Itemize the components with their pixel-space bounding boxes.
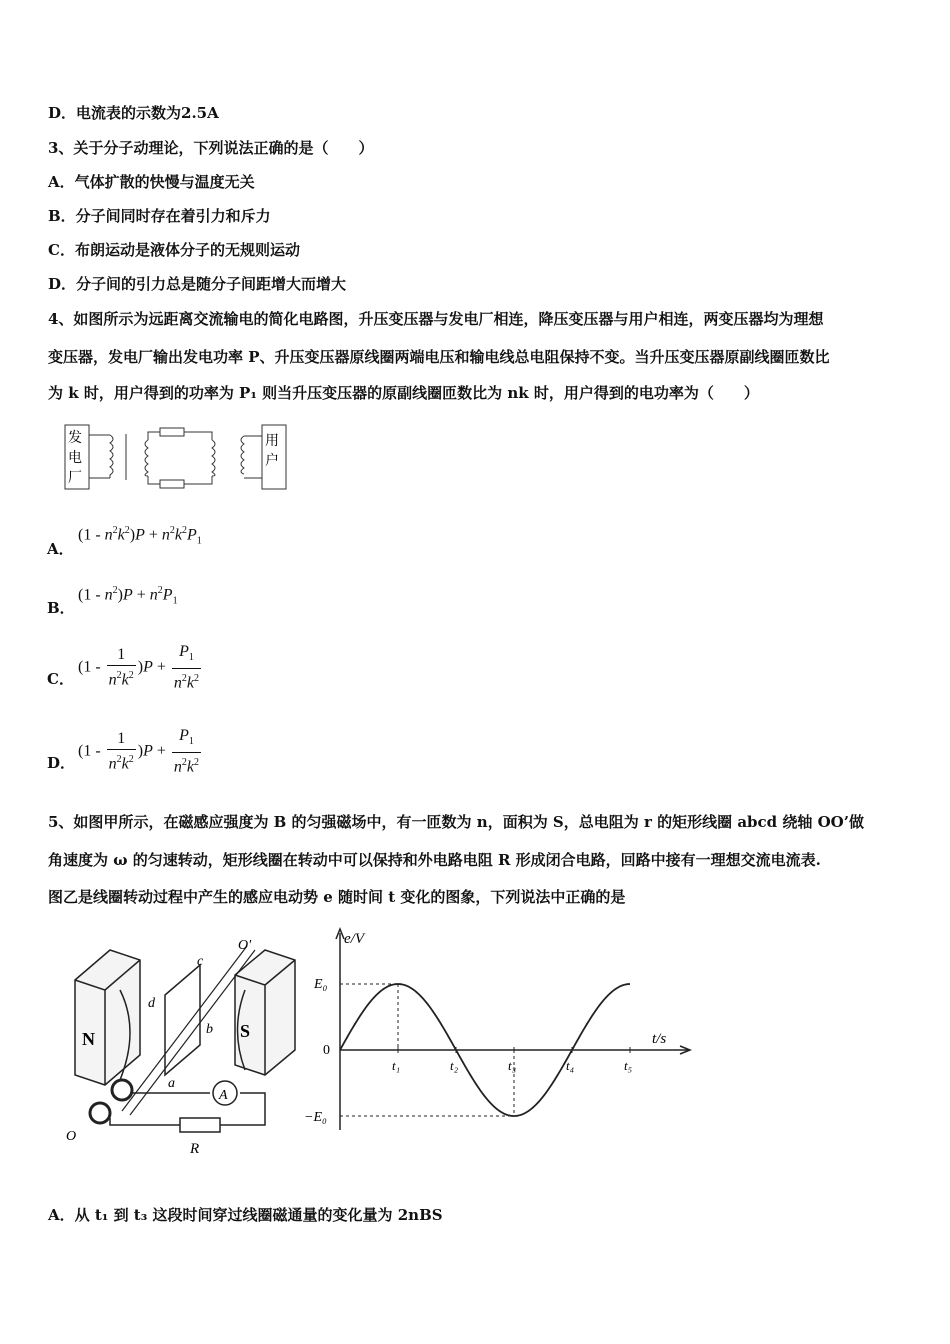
plant-label-1: 发	[68, 431, 82, 446]
q4-option-d-label: D．	[47, 754, 76, 772]
origin-label: 0	[323, 1043, 330, 1058]
q5-stem-line-2: 角速度为 ω 的匀速转动，矩形线圈在转动中可以保持和外电路电阻 R 形成闭合电路，回路中接有一理想交流电流表.	[48, 851, 821, 869]
q3-stem: 3、关于分子动理论，下列说法正确的是（ ）	[48, 139, 374, 157]
x-tick-label: t₅	[624, 1058, 633, 1073]
q2-option-d: D．电流表的示数为2.5A	[48, 104, 219, 122]
q3-option-b: B．分子间同时存在着引力和斥力	[48, 207, 271, 225]
label-o-prime: O'	[238, 938, 252, 953]
plant-label-2: 电	[68, 451, 82, 466]
q3-option-a: A．气体扩散的快慢与温度无关	[48, 173, 255, 191]
q4-option-d-formula: (1 - $\frac{1}{n^2k^2}$ )P + $\frac{P_1}{n^2k^2}$	[78, 727, 200, 776]
q5-stem-line-1: 5、如图甲所示，在磁感应强度为 B 的匀强磁场中，有一匝数为 n，面积为 S，总电阻为 r 的矩形线圈 abcd 绕轴 OO’做	[48, 813, 864, 831]
x-tick-label: t₄	[566, 1058, 575, 1073]
emf-time-graph	[300, 925, 695, 1140]
q3-option-c: C．布朗运动是液体分子的无规则运动	[48, 241, 300, 259]
e-max-label: E₀	[314, 977, 328, 992]
label-o: O	[66, 1129, 77, 1144]
x-tick-label: t₃	[508, 1058, 517, 1073]
q3-option-d: D．分子间的引力总是随分子间距增大而增大	[48, 275, 347, 293]
e-min-label: −E₀	[304, 1110, 327, 1125]
user-label-1: 用	[265, 434, 279, 449]
q5-stem-line-3: 图乙是线圈转动过程中产生的感应电动势 e 随时间 t 变化的图象，下列说法中正确的是	[48, 888, 626, 906]
transmission-circuit-diagram	[60, 420, 300, 495]
y-axis-label: e/V	[344, 931, 364, 947]
q4-option-a-formula: $(1 - n^2k^2)P + n^2k^2P_1$	[78, 525, 202, 547]
x-tick-label: t₁	[392, 1058, 401, 1073]
q4-stem-line-1: 4、如图所示为远距离交流输电的简化电路图，升压变压器与发电厂相连，降压变压器与用户相连，两变压器均为理想	[48, 310, 824, 328]
label-n: N	[82, 1029, 95, 1049]
q4-stem-line-3: 为 k 时，用户得到的功率为 P₁ 则当升压变压器的原副线圈匝数比为 nk 时，用户得到的电功率为（ ）	[48, 384, 759, 402]
q5-option-a: A．从 t₁ 到 t₃ 这段时间穿过线圈磁通量的变化量为 2nBS	[48, 1206, 443, 1224]
q4-option-b-formula: $(1 - n^2)P + n^2P_1$	[78, 585, 178, 607]
q4-option-a-label: A．	[47, 540, 74, 558]
label-c: c	[197, 954, 204, 969]
q4-option-c-label: C．	[47, 670, 74, 688]
label-s: S	[240, 1021, 251, 1041]
user-label-2: 户	[265, 454, 279, 469]
generator-apparatus-figure	[60, 935, 330, 1165]
q4-option-b-label: B．	[47, 599, 75, 617]
q4-stem-line-2: 变压器，发电厂输出发电功率 P、升压变压器原线圈两端电压和输电线总电阻保持不变。当升压变压器原副线圈匝数比	[48, 348, 830, 366]
label-r: R	[190, 1141, 200, 1157]
x-axis-label: t/s	[652, 1031, 667, 1047]
x-tick-label: t₂	[450, 1058, 459, 1073]
q4-option-c-formula: (1 - $\frac{1}{n^2k^2}$ )P + $\frac{P_1}{n^2k^2}$	[78, 643, 200, 692]
label-d: d	[148, 996, 155, 1011]
label-b: b	[206, 1022, 213, 1037]
label-a: a	[168, 1076, 175, 1091]
label-ammeter: A	[219, 1088, 228, 1103]
plant-label-3: 厂	[68, 471, 82, 486]
